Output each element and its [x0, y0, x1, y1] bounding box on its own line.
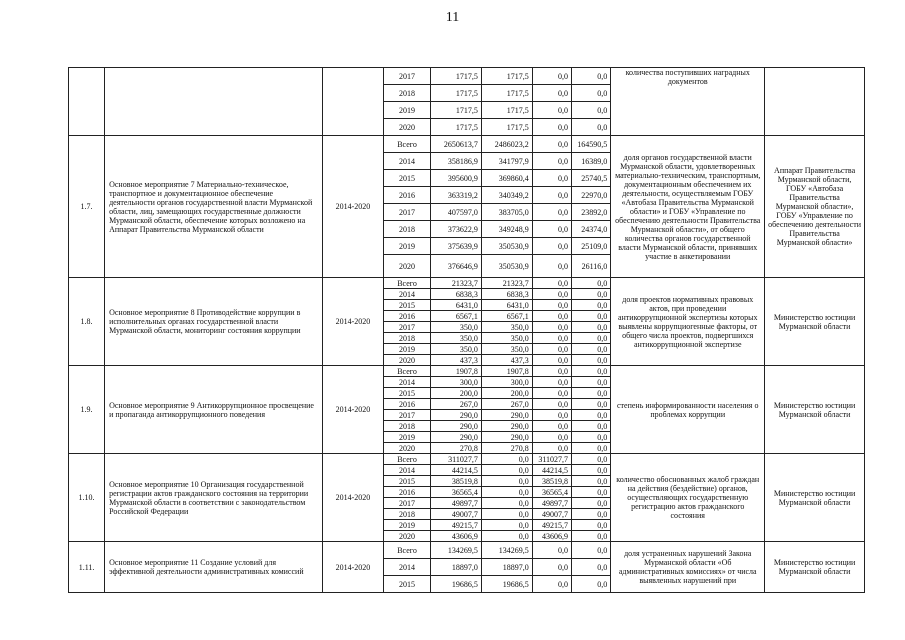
amount-cell: 1907,8	[430, 366, 481, 377]
amount-cell: 270,8	[481, 443, 532, 454]
amount-cell: 0,0	[481, 520, 532, 531]
amount-cell: 134269,5	[481, 542, 532, 559]
period: 2014-2020	[322, 542, 384, 593]
amount-cell: 437,3	[430, 355, 481, 366]
amount-cell: 16389,0	[572, 153, 611, 170]
period: 2014-2020	[322, 278, 384, 366]
amount-cell: 43606,9	[430, 531, 481, 542]
amount-cell: 2650613,7	[430, 136, 481, 153]
amount-cell: 290,0	[430, 421, 481, 432]
amount-cell: 369860,4	[481, 170, 532, 187]
amount-cell: 25109,0	[572, 238, 611, 255]
amount-cell: 0,0	[572, 85, 611, 102]
amount-cell: 341797,9	[481, 153, 532, 170]
amount-cell: 22970,0	[572, 187, 611, 204]
amount-cell: 311027,7	[532, 454, 571, 465]
amount-cell: 0,0	[572, 498, 611, 509]
amount-cell: 0,0	[532, 399, 571, 410]
year-cell: 2019	[384, 238, 431, 255]
amount-cell: 0,0	[481, 487, 532, 498]
amount-cell: 43606,9	[532, 531, 571, 542]
amount-cell: 0,0	[532, 278, 571, 289]
year-cell: Всего	[384, 454, 431, 465]
year-cell: 2017	[384, 68, 431, 85]
amount-cell: 23892,0	[572, 204, 611, 221]
amount-cell: 358186,9	[430, 153, 481, 170]
period: 2014-2020	[322, 366, 384, 454]
executor-text	[765, 68, 865, 136]
amount-cell: 0,0	[532, 333, 571, 344]
period: 2014-2020	[322, 136, 384, 278]
amount-cell: 373622,9	[430, 221, 481, 238]
amount-cell: 6838,3	[481, 289, 532, 300]
amount-cell: 0,0	[532, 311, 571, 322]
amount-cell: 0,0	[532, 559, 571, 576]
amount-cell: 1717,5	[430, 68, 481, 85]
amount-cell: 350,0	[481, 322, 532, 333]
amount-cell: 6431,0	[430, 300, 481, 311]
year-cell: 2017	[384, 498, 431, 509]
year-cell: 2016	[384, 311, 431, 322]
amount-cell: 0,0	[572, 454, 611, 465]
executor-text: Аппарат Правительства Мурманской области, ГОБУ «Автобаза Правительства Мурманской области», ГОБУ «Управление по обеспечению деятельности Правительства Мурманской области»	[765, 136, 865, 278]
amount-cell: 49007,7	[532, 509, 571, 520]
amount-cell: 44214,5	[532, 465, 571, 476]
amount-cell: 0,0	[532, 410, 571, 421]
amount-cell: 49897,7	[430, 498, 481, 509]
table-row	[69, 454, 865, 465]
amount-cell: 18897,0	[481, 559, 532, 576]
executor-text: Министерство юстиции Мурманской области	[765, 542, 865, 593]
amount-cell: 0,0	[532, 576, 571, 593]
year-cell: 2014	[384, 289, 431, 300]
amount-cell: 0,0	[572, 311, 611, 322]
amount-cell: 0,0	[532, 300, 571, 311]
activity-name: Основное мероприятие 7 Материально-техническое, транспортное и документационное обеспечение деятельности органов государственной власти Мурманской области, лиц, замещающих государственные должности Мурманской области, обеспечение которых возложено на Аппарат Правительства Мурманской области	[105, 136, 323, 278]
amount-cell: 0,0	[532, 432, 571, 443]
amount-cell: 290,0	[481, 432, 532, 443]
amount-cell: 300,0	[430, 377, 481, 388]
amount-cell: 6567,1	[481, 311, 532, 322]
year-cell: Всего	[384, 542, 431, 559]
activity-name: Основное мероприятие 11 Создание условий для эффективной деятельности административных комиссий	[105, 542, 323, 593]
amount-cell: 0,0	[481, 531, 532, 542]
year-cell: 2018	[384, 421, 431, 432]
amount-cell: 0,0	[572, 377, 611, 388]
amount-cell: 44214,5	[430, 465, 481, 476]
executor-text: Министерство юстиции Мурманской области	[765, 454, 865, 542]
amount-cell: 0,0	[572, 68, 611, 85]
indicator-text: степень информированности населения о проблемах коррупции	[611, 366, 765, 454]
period	[322, 68, 384, 136]
amount-cell: 6838,3	[430, 289, 481, 300]
amount-cell: 0,0	[572, 388, 611, 399]
amount-cell: 49215,7	[532, 520, 571, 531]
amount-cell: 350,0	[430, 322, 481, 333]
amount-cell: 270,8	[430, 443, 481, 454]
year-cell: 2018	[384, 221, 431, 238]
amount-cell: 26116,0	[572, 255, 611, 278]
year-cell: 2019	[384, 432, 431, 443]
amount-cell: 19686,5	[481, 576, 532, 593]
year-cell: 2017	[384, 322, 431, 333]
table-row	[69, 542, 865, 559]
year-cell: Всего	[384, 366, 431, 377]
amount-cell: 49007,7	[430, 509, 481, 520]
amount-cell: 0,0	[481, 454, 532, 465]
amount-cell: 0,0	[572, 559, 611, 576]
amount-cell: 0,0	[572, 119, 611, 136]
year-cell: 2020	[384, 255, 431, 278]
activity-name: Основное мероприятие 10 Организация государственной регистрации актов гражданского состояния на территории Мурманской области в соответствии с законодательством Российской Федерации	[105, 454, 323, 542]
year-cell: 2015	[384, 388, 431, 399]
amount-cell: 49897,7	[532, 498, 571, 509]
table-row	[69, 68, 865, 85]
year-cell: 2018	[384, 509, 431, 520]
amount-cell: 0,0	[532, 153, 571, 170]
item-number: 1.10.	[69, 454, 105, 542]
amount-cell: 0,0	[572, 443, 611, 454]
page-number: 11	[445, 10, 460, 25]
amount-cell: 0,0	[572, 509, 611, 520]
year-cell: 2015	[384, 476, 431, 487]
year-cell: 2020	[384, 119, 431, 136]
year-cell: 2020	[384, 443, 431, 454]
amount-cell: 395600,9	[430, 170, 481, 187]
amount-cell: 0,0	[532, 255, 571, 278]
year-cell: 2020	[384, 531, 431, 542]
amount-cell: 350530,9	[481, 255, 532, 278]
amount-cell: 6567,1	[430, 311, 481, 322]
amount-cell: 0,0	[532, 542, 571, 559]
amount-cell: 0,0	[532, 187, 571, 204]
year-cell: 2017	[384, 204, 431, 221]
amount-cell: 18897,0	[430, 559, 481, 576]
item-number	[69, 68, 105, 136]
amount-cell: 0,0	[572, 344, 611, 355]
amount-cell: 383705,0	[481, 204, 532, 221]
item-number: 1.7.	[69, 136, 105, 278]
year-cell: 2016	[384, 399, 431, 410]
indicator-text: доля устраненных нарушений Закона Мурманской области «Об административных комиссиях» от числа выявленных нарушений при	[611, 542, 765, 593]
year-cell: 2018	[384, 333, 431, 344]
amount-cell: 25740,5	[572, 170, 611, 187]
amount-cell: 24374,0	[572, 221, 611, 238]
amount-cell: 0,0	[532, 238, 571, 255]
activity-name	[105, 68, 323, 136]
amount-cell: 21323,7	[430, 278, 481, 289]
year-cell: 2014	[384, 377, 431, 388]
amount-cell: 267,0	[481, 399, 532, 410]
amount-cell: 0,0	[572, 300, 611, 311]
activity-name: Основное мероприятие 8 Противодействие коррупции в исполнительных органах государственной власти Мурманской области, мониторинг состояния коррупции	[105, 278, 323, 366]
amount-cell: 19686,5	[430, 576, 481, 593]
amount-cell: 0,0	[481, 465, 532, 476]
amount-cell: 407597,0	[430, 204, 481, 221]
indicator-text: доля органов государственной власти Мурманской области, удовлетворенных материально-техническим, транспортным, документационным обеспечением их деятельности, осуществляемым ГОБУ «Автобаза Правительства Мурманской области» и ГОБУ «Управление по обеспечению деятельности Правительства Мурманской области», от общего количества органов государственной власти Мурманской области, принявших участие в анкетировании	[611, 136, 765, 278]
amount-cell: 267,0	[430, 399, 481, 410]
amount-cell: 349248,9	[481, 221, 532, 238]
year-cell: 2019	[384, 520, 431, 531]
amount-cell: 0,0	[572, 278, 611, 289]
amount-cell: 0,0	[572, 399, 611, 410]
amount-cell: 134269,5	[430, 542, 481, 559]
amount-cell: 376646,9	[430, 255, 481, 278]
table-row	[69, 278, 865, 289]
amount-cell: 375639,9	[430, 238, 481, 255]
program-table	[68, 67, 865, 593]
amount-cell: 0,0	[532, 366, 571, 377]
amount-cell: 0,0	[532, 170, 571, 187]
year-cell: 2016	[384, 487, 431, 498]
amount-cell: 350,0	[481, 333, 532, 344]
amount-cell: 290,0	[430, 410, 481, 421]
amount-cell: 0,0	[532, 388, 571, 399]
amount-cell: 311027,7	[430, 454, 481, 465]
amount-cell: 164590,5	[572, 136, 611, 153]
amount-cell: 0,0	[532, 421, 571, 432]
amount-cell: 0,0	[572, 421, 611, 432]
indicator-text: доля проектов нормативных правовых актов, при проведении антикоррупционной экспертизы которых выявлены коррупциогенные факторы, от общего числа проектов, подвергшихся антикоррупционной экспертизе	[611, 278, 765, 366]
amount-cell: 0,0	[572, 476, 611, 487]
amount-cell: 350,0	[430, 333, 481, 344]
amount-cell: 36565,4	[430, 487, 481, 498]
amount-cell: 290,0	[430, 432, 481, 443]
year-cell: 2014	[384, 559, 431, 576]
year-cell: 2016	[384, 187, 431, 204]
amount-cell: 0,0	[481, 498, 532, 509]
year-cell: 2014	[384, 153, 431, 170]
amount-cell: 0,0	[481, 476, 532, 487]
year-cell: 2015	[384, 300, 431, 311]
amount-cell: 437,3	[481, 355, 532, 366]
amount-cell: 0,0	[572, 289, 611, 300]
amount-cell: 0,0	[572, 333, 611, 344]
amount-cell: 1717,5	[430, 102, 481, 119]
amount-cell: 0,0	[572, 410, 611, 421]
amount-cell: 0,0	[532, 102, 571, 119]
amount-cell: 2486023,2	[481, 136, 532, 153]
amount-cell: 1717,5	[430, 85, 481, 102]
amount-cell: 0,0	[532, 85, 571, 102]
amount-cell: 21323,7	[481, 278, 532, 289]
period: 2014-2020	[322, 454, 384, 542]
amount-cell: 363319,2	[430, 187, 481, 204]
amount-cell: 0,0	[532, 322, 571, 333]
amount-cell: 200,0	[430, 388, 481, 399]
amount-cell: 1717,5	[481, 85, 532, 102]
amount-cell: 350,0	[481, 344, 532, 355]
amount-cell: 340349,2	[481, 187, 532, 204]
amount-cell: 0,0	[572, 531, 611, 542]
amount-cell: 0,0	[532, 68, 571, 85]
year-cell: 2019	[384, 102, 431, 119]
amount-cell: 1717,5	[481, 119, 532, 136]
amount-cell: 0,0	[532, 355, 571, 366]
amount-cell: 0,0	[572, 366, 611, 377]
amount-cell: 38519,8	[532, 476, 571, 487]
amount-cell: 0,0	[572, 487, 611, 498]
amount-cell: 1717,5	[481, 68, 532, 85]
executor-text: Министерство юстиции Мурманской области	[765, 278, 865, 366]
amount-cell: 350,0	[430, 344, 481, 355]
amount-cell: 1907,8	[481, 366, 532, 377]
year-cell: 2014	[384, 465, 431, 476]
amount-cell: 6431,0	[481, 300, 532, 311]
year-cell: 2015	[384, 576, 431, 593]
year-cell: 2018	[384, 85, 431, 102]
indicator-text: количества поступивших наградных документов	[611, 68, 765, 136]
year-cell: 2019	[384, 344, 431, 355]
year-cell: Всего	[384, 136, 431, 153]
amount-cell: 0,0	[572, 322, 611, 333]
amount-cell: 0,0	[532, 136, 571, 153]
amount-cell: 38519,8	[430, 476, 481, 487]
item-number: 1.11.	[69, 542, 105, 593]
amount-cell: 0,0	[532, 344, 571, 355]
year-cell: 2017	[384, 410, 431, 421]
amount-cell: 49215,7	[430, 520, 481, 531]
amount-cell: 0,0	[572, 520, 611, 531]
amount-cell: 350530,9	[481, 238, 532, 255]
amount-cell: 0,0	[532, 119, 571, 136]
indicator-text: количество обоснованных жалоб граждан на действия (бездействие) органов, осуществляющих государственную регистрацию актов гражданского состояния	[611, 454, 765, 542]
table-row	[69, 366, 865, 377]
amount-cell: 0,0	[572, 576, 611, 593]
item-number: 1.8.	[69, 278, 105, 366]
amount-cell: 0,0	[481, 509, 532, 520]
amount-cell: 0,0	[572, 465, 611, 476]
amount-cell: 0,0	[572, 102, 611, 119]
year-cell: 2020	[384, 355, 431, 366]
activity-name: Основное мероприятие 9 Антикоррупционное просвещение и пропаганда антикоррупционного поведения	[105, 366, 323, 454]
amount-cell: 0,0	[572, 542, 611, 559]
year-cell: 2015	[384, 170, 431, 187]
amount-cell: 290,0	[481, 421, 532, 432]
executor-text: Министерство юстиции Мурманской области	[765, 366, 865, 454]
amount-cell: 1717,5	[481, 102, 532, 119]
amount-cell: 0,0	[572, 355, 611, 366]
amount-cell: 0,0	[572, 432, 611, 443]
amount-cell: 200,0	[481, 388, 532, 399]
amount-cell: 0,0	[532, 289, 571, 300]
item-number: 1.9.	[69, 366, 105, 454]
amount-cell: 1717,5	[430, 119, 481, 136]
table-row	[69, 136, 865, 153]
amount-cell: 0,0	[532, 443, 571, 454]
year-cell: Всего	[384, 278, 431, 289]
amount-cell: 0,0	[532, 377, 571, 388]
amount-cell: 0,0	[532, 204, 571, 221]
amount-cell: 290,0	[481, 410, 532, 421]
amount-cell: 0,0	[532, 221, 571, 238]
amount-cell: 300,0	[481, 377, 532, 388]
amount-cell: 36565,4	[532, 487, 571, 498]
